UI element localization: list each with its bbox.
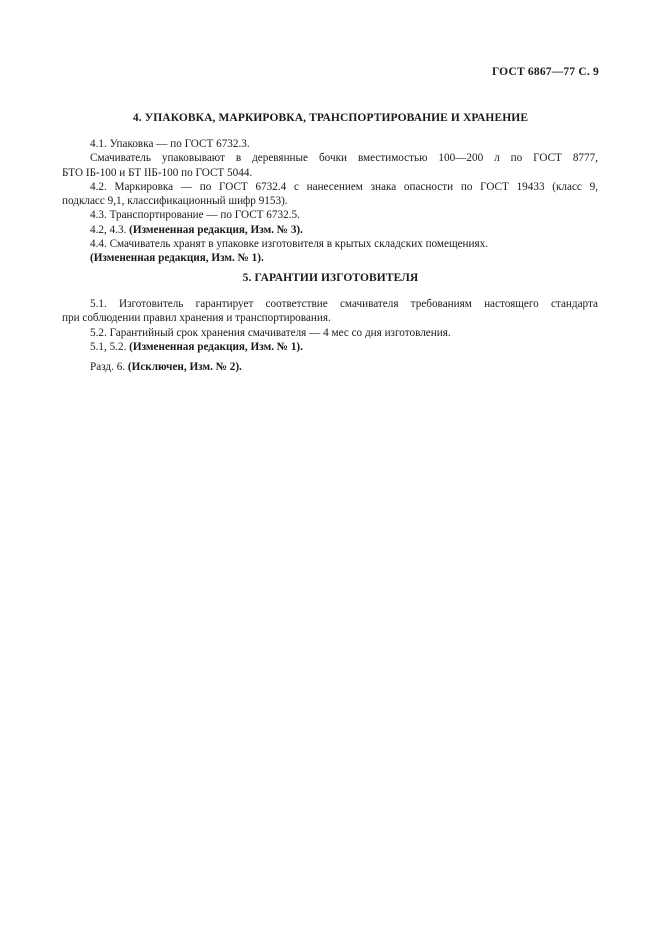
section-6-note: (Исключен, Изм. № 2). [127,361,242,374]
paragraph-4-1-packaging-line2: БТО ІБ-100 и БТ ІІБ-100 по ГОСТ 5044. [62,166,253,179]
section-6-prefix: Разд. 6. [90,361,128,374]
page-header: ГОСТ 6867—77 С. 9 [491,66,599,78]
section-4-title: 4. УПАКОВКА, МАРКИРОВКА, ТРАНСПОРТИРОВАНИЕ И ХРАНЕНИЕ [132,112,529,124]
paragraph-4-1: 4.1. Упаковка — по ГОСТ 6732.3. [90,138,250,150]
paragraph-amendment-1 [90,251,598,265]
paragraph-5-1-line2: при соблюдении правил хранения и транспортирования. [62,312,331,325]
paragraph-4-2-line1: 4.2. Маркировка — по ГОСТ 6732.4 с нанесением знака опасности по ГОСТ 19433 (класс 9, [90,180,598,193]
section-4-body [62,137,598,266]
paragraph-4-1-packaging-line1: Смачиватель упаковывают в деревянные бочки вместимостью 100—200 л по ГОСТ 8777, [90,152,598,165]
amendment-3-prefix: 4.2, 4.3. [90,223,130,236]
paragraph-amendment-5 [90,340,598,354]
paragraph-4-4: 4.4. Смачиватель хранят в упаковке изготовителя в крытых складских помещениях. [90,238,489,251]
amendment-5-prefix: 5.1, 5.2. [90,340,130,353]
paragraph-5-2: 5.2. Гарантийный срок хранения смачивателя — 4 мес со дня изготовления. [90,326,451,339]
section-5-title: 5. ГАРАНТИИ ИЗГОТОВИТЕЛЯ [242,272,419,284]
paragraph-4-3: 4.3. Транспортирование — по ГОСТ 6732.5. [90,209,300,222]
paragraph-4-2-line2: подкласс 9,1, классификационный шифр 9153). [62,195,288,208]
amendment-1-note: (Измененная редакция, Изм. № 1). [90,252,264,265]
paragraph-5-1-line1: 5.1. Изготовитель гарантирует соответствие смачивателя требованиям настоящего стандарта [90,298,598,310]
amendment-3-note: (Измененная редакция, Изм. № 3). [129,223,303,236]
amendment-5-note: (Измененная редакция, Изм. № 1). [129,340,303,353]
paragraph-section-6 [90,360,598,374]
section-5-body [62,297,598,374]
paragraph-amendment-3 [90,223,598,237]
